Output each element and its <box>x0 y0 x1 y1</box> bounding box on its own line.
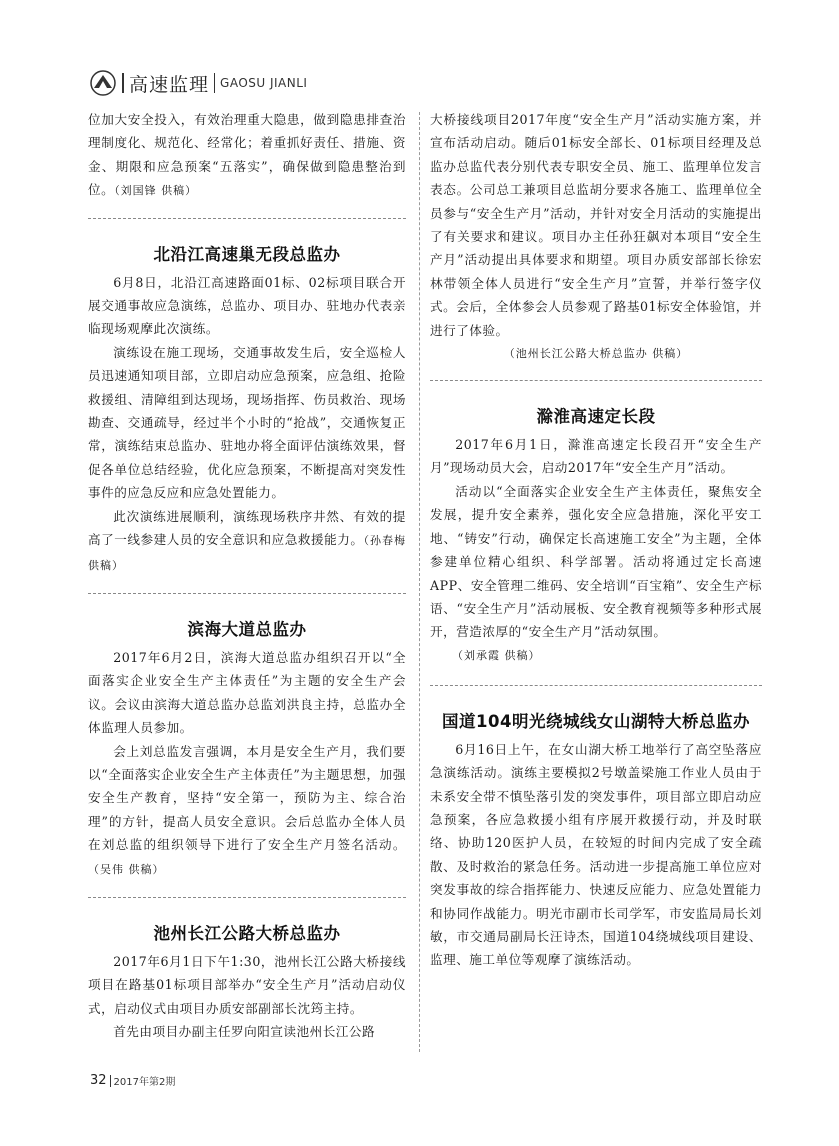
section-title-nvshanhu: 国道104明光绕城线女山湖特大桥总监办 <box>442 711 750 731</box>
section-separator <box>88 218 406 219</box>
chizhou-paragraph-1: 2017年6月1日下午1:30，池州长江公路大桥接线项目在路基01标项目部举办“安全生产月”活动启动仪式，启动仪式由项目办质安部副部长沈筠主持。 <box>88 953 406 1016</box>
section-title-chizhou: 池州长江公路大桥总监办 <box>153 923 341 943</box>
chizhou-continued-paragraph: 大桥接线项目2017年度“安全生产月”活动实施方案，并宣布活动启动。随后01标安全部长、01标项目经理及总监办总监代表分别代表专职安全员、施工、监理单位发言表态。公司总工兼项目总监胡分要求各施工、监理单位全员参与“安全生产月”活动，并针对安全月活动的实施提出了有关要求和建议。项目办主任孙狂飙对本项目“安全生产月”活动提出具体要求和期望。项目办质安部部长徐宏林带领全体人员进行“安全生产月”宣誓，并举行签字仪式。会后，全体参会人员参观了路基01标安全体验馆，并进行了体验。 <box>430 112 762 338</box>
journal-logo-icon <box>90 70 116 96</box>
issue-label: 2017年第2期 <box>113 1077 176 1088</box>
section-title-chuhuai: 滁淮高速定长段 <box>536 407 656 427</box>
section-title-beiyanjiang: 北沿江高速巢无段总监办 <box>153 244 341 264</box>
binhai-paragraph-1: 2017年6月2日，滨海大道总监办组织召开以“全面落实企业安全生产主体责任”为主题的安全生产会议。会议由滨海大道总监办总监刘洪良主持，总监办全体监理人员参加。 <box>88 649 406 736</box>
binhai-credit: （吴伟 供稿） <box>88 862 165 876</box>
beiyanjiang-paragraph-1: 6月8日，北沿江高速路面01标、02标项目联合开展交通事故应急演练，总监办、项目办、驻地办代表亲临现场观摩此次演练。 <box>88 274 406 337</box>
right-column <box>430 108 762 972</box>
beiyanjiang-credit: （孙春梅 供稿） <box>88 534 407 572</box>
chizhou-credit: （池州长江公路大桥总监办 供稿） <box>503 347 689 361</box>
journal-header <box>90 70 307 96</box>
chuhuai-paragraph-2: 活动以“全面落实企业安全生产主体责任，聚焦安全发展，提升安全素养，强化安全应急措施，深化平安工地、“铸安”行动，确保定长高速施工安全”为主题，全体参建单位精心组织、科学部署。活动将通过定长高速APP、安全管理二维码、安全培训“百宝箱”、安全生产标语、“安全生产月”活动展板、安全教育视频等多种形式展开，营造浓厚的“安全生产月”活动氛围。 <box>430 483 762 640</box>
left-column <box>88 108 406 1044</box>
header-divider <box>122 73 124 93</box>
chuhuai-credit: （刘承霞 供稿） <box>452 648 541 662</box>
section-separator <box>430 380 762 381</box>
nvshanhu-paragraph-1: 6月16日上午，在女山湖大桥工地举行了高空坠落应急演练活动。演练主要模拟2号墩盖梁施工作业人员由于未系安全带不慎坠落引发的突发事件，项目部立即启动应急预案，各应急救援小组有序展开救援行动，并及时联络、协助120医护人员，在较短的时间内完成了安全疏散、及时救治的紧急任务。活动进一步提高施工单位应对突发事故的综合指挥能力、快速反应能力、应急处置能力和协同作战能力。明光市副市长司学军，市安监局局长刘敏，市交通局副局长汪诗杰，国道104绕城线项目建设、监理、施工单位等观摩了演练活动。 <box>430 741 762 968</box>
chuhuai-paragraph-1: 2017年6月1日，滁淮高速定长段召开“安全生产月”现场动员大会，启动2017年“安全生产月”活动。 <box>430 437 762 476</box>
column-divider <box>419 112 420 1052</box>
beiyanjiang-paragraph-3: 此次演练进展顺利，演练现场秩序井然、有效的提高了一线参建人员的安全意识和应急救援能力。（孙春梅 供稿） <box>88 508 407 572</box>
footer-divider <box>110 1075 111 1087</box>
page-footer <box>90 1073 175 1088</box>
page-number: 32 <box>90 1073 107 1088</box>
header-divider <box>214 73 215 93</box>
section-title-binhai: 滨海大道总监办 <box>187 619 307 639</box>
intro-paragraph: 位加大安全投入，有效治理重大隐患，做到隐患排查治理制度化、规范化、经常化；着重抓好责任、措施、资金、期限和应急预案“五落实”，确保做到隐患整治到位。（刘国锋 供稿） <box>88 112 406 198</box>
chizhou-paragraph-2: 首先由项目办副主任罗向阳宣读池州长江公路 <box>113 1024 376 1040</box>
binhai-paragraph-2: 会上刘总监发言强调，本月是安全生产月，我们要以“全面落实企业安全生产主体责任”为主题思想，加强安全生产教育，坚持“安全第一，预防为主、综合治理”的方针，提高人员安全意识。会后总监办全体人员在刘总监的组织领导下进行了安全生产月签名活动。（吴伟 供稿） <box>88 743 406 876</box>
beiyanjiang-paragraph-2: 演练设在施工现场，交通事故发生后，安全巡检人员迅速通知项目部，立即启动应急预案，应急组、抢险救援组、清障组到达现场，现场指挥、伤员救治、现场勘查、交通疏导，经过半个小时的“抢战”，交通恢复正常，演练结束总监办、驻地办将全面评估演练效果，督促各单位总结经验，优化应急预案，不断提高对突发性事件的应急反应和应急处置能力。 <box>88 344 406 501</box>
section-separator <box>430 685 762 686</box>
journal-subtitle: GAOSU JIANLI <box>220 76 308 90</box>
section-separator <box>88 897 406 898</box>
section-separator <box>88 593 406 594</box>
journal-title: 高速监理 <box>129 73 210 96</box>
intro-credit: （刘国锋 供稿） <box>114 184 198 198</box>
